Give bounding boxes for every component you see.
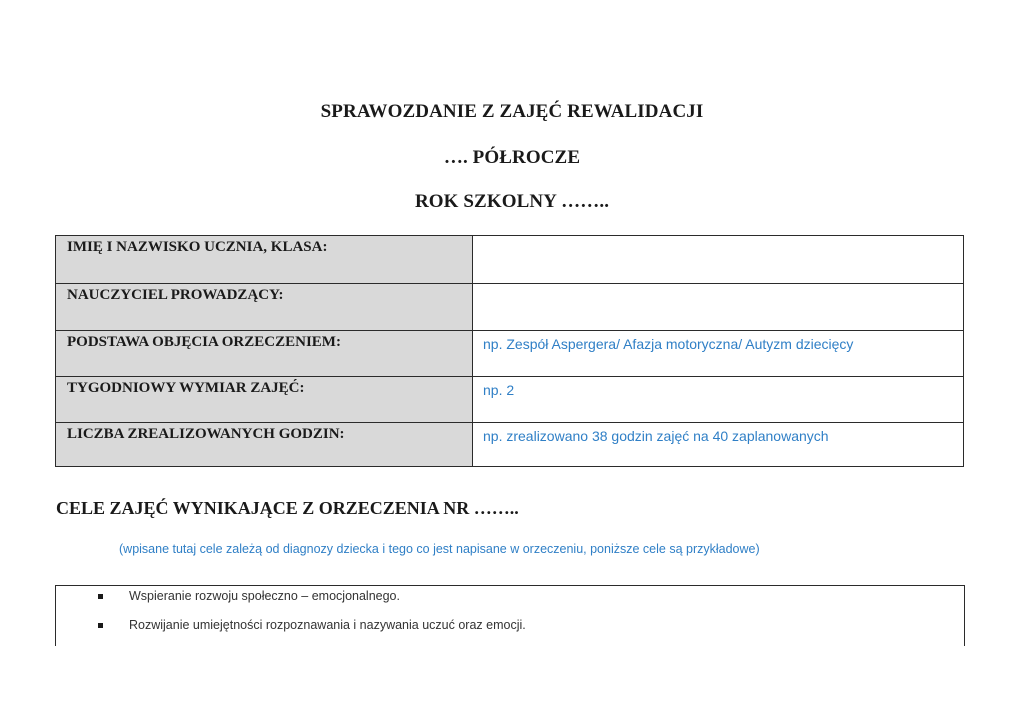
weekly-hours-value[interactable]: np. 2: [473, 377, 964, 423]
student-name-label: IMIĘ I NAZWISKO UCZNIA, KLASA:: [56, 236, 473, 284]
goal-text: Wspieranie rozwoju społeczno – emocjonalnego.: [129, 589, 400, 603]
table-row: [56, 423, 964, 467]
completed-hours-value[interactable]: np. zrealizowano 38 godzin zajęć na 40 zaplanowanych: [473, 423, 964, 467]
school-year-line: ROK SZKOLNY ……..: [414, 191, 610, 212]
document-title: SPRAWOZDANIE Z ZAJĘĆ REWALIDACJI: [320, 101, 704, 122]
table-row: [56, 284, 964, 331]
student-name-value[interactable]: [473, 236, 964, 284]
goals-heading: CELE ZAJĘĆ WYNIKAJĄCE Z ORZECZENIA NR ……..: [56, 498, 519, 518]
table-row: [56, 236, 964, 284]
teacher-label: NAUCZYCIEL PROWADZĄCY:: [56, 284, 473, 331]
bullet-icon: [98, 594, 103, 599]
semester-line: …. PÓŁROCZE: [443, 147, 581, 168]
student-info-table: [55, 235, 964, 467]
table-row: [56, 331, 964, 377]
certificate-basis-value[interactable]: np. Zespół Aspergera/ Afazja motoryczna/ Autyzm dziecięcy: [473, 331, 964, 377]
teacher-value[interactable]: [473, 284, 964, 331]
weekly-hours-label: TYGODNIOWY WYMIAR ZAJĘĆ:: [56, 377, 473, 423]
bullet-icon: [98, 623, 103, 628]
goals-list: [55, 585, 965, 646]
goal-text: Rozwijanie umiejętności rozpoznawania i nazywania uczuć oraz emocji.: [129, 618, 526, 632]
completed-hours-label: LICZBA ZREALIZOWANYCH GODZIN:: [56, 423, 473, 467]
table-row: [56, 377, 964, 423]
goals-note: (wpisane tutaj cele zależą od diagnozy dziecka i tego co jest napisane w orzeczeniu, poniższe cele są przykładowe): [119, 542, 760, 556]
certificate-basis-label: PODSTAWA OBJĘCIA ORZECZENIEM:: [56, 331, 473, 377]
